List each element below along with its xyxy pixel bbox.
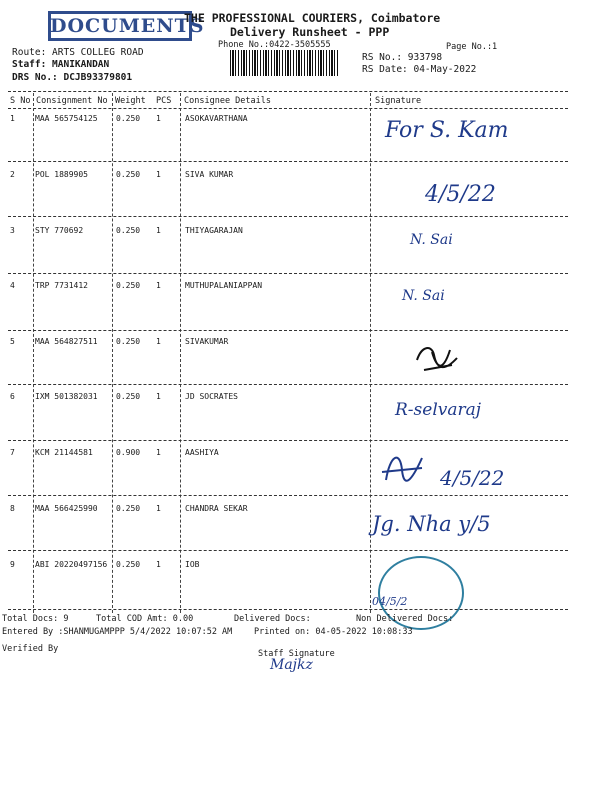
cell-weight: 0.250 <box>116 392 141 401</box>
staff-name: Staff: MANIKANDAN <box>12 59 110 70</box>
row-divider <box>8 440 568 441</box>
cell-sno: 4 <box>10 281 15 290</box>
cell-weight: 0.250 <box>116 504 141 513</box>
signature-scrawl: Jg. Nha y/5 <box>372 512 491 536</box>
cell-consignment: MAA 564827511 <box>35 337 98 346</box>
signature-scrawl: N. Sai <box>402 288 445 304</box>
cell-consignee: AASHIYA <box>185 448 219 457</box>
delivered-docs: Delivered Docs: <box>234 614 311 624</box>
cell-consignment: IXM 501382031 <box>35 392 98 401</box>
documents-stamp: DOCUMENTS <box>48 11 192 41</box>
cell-sno: 3 <box>10 226 15 235</box>
cell-sno: 9 <box>10 560 15 569</box>
cell-pcs: 1 <box>156 226 161 235</box>
cell-weight: 0.250 <box>116 281 141 290</box>
cell-weight: 0.900 <box>116 448 141 457</box>
company-name: THE PROFESSIONAL COURIERS, Coimbatore <box>184 11 441 25</box>
cell-consignee: ASOKAVARTHANA <box>185 114 248 123</box>
column-divider <box>180 93 181 613</box>
cell-pcs: 1 <box>156 170 161 179</box>
cell-consignee: JD SOCRATES <box>185 392 238 401</box>
verified-by: Verified By <box>2 644 59 654</box>
cell-consignee: SIVAKUMAR <box>185 337 229 346</box>
row-divider <box>8 216 568 217</box>
cell-consignee: IOB <box>185 560 200 569</box>
cell-pcs: 1 <box>156 560 161 569</box>
signature-scrawl: N. Sai <box>410 232 453 248</box>
cell-sno: 6 <box>10 392 15 401</box>
table-bottom-rule <box>8 609 568 610</box>
cell-pcs: 1 <box>156 392 161 401</box>
cell-consignee: SIVA KUMAR <box>185 170 234 179</box>
cell-sno: 2 <box>10 170 15 179</box>
cell-weight: 0.250 <box>116 560 141 569</box>
row-divider <box>8 161 568 162</box>
cell-pcs: 1 <box>156 504 161 513</box>
cell-consignment: STY 770692 <box>35 226 84 235</box>
col-header-consignment: Consignment No <box>36 96 108 106</box>
cell-consignment: MAA 565754125 <box>35 114 98 123</box>
sheet-title: Delivery Runsheet - PPP <box>230 25 390 39</box>
cell-consignee: THIYAGARAJAN <box>185 226 243 235</box>
col-header-pcs: PCS <box>156 96 172 106</box>
page-number: Page No.:1 <box>446 42 498 52</box>
col-header-sno: S No <box>10 96 31 106</box>
barcode <box>230 50 340 76</box>
cell-consignment: KCM 21144581 <box>35 448 93 457</box>
phone-number: Phone No.:0422-3505555 <box>218 40 331 50</box>
cell-pcs: 1 <box>156 281 161 290</box>
col-header-signature: Signature <box>375 96 422 106</box>
signature-date: 04/5/2 <box>372 595 408 608</box>
cell-consignment: MAA 566425990 <box>35 504 98 513</box>
cell-weight: 0.250 <box>116 114 141 123</box>
cell-pcs: 1 <box>156 448 161 457</box>
signature-scrawl <box>412 340 462 380</box>
signature-date: 4/5/22 <box>440 466 505 490</box>
total-cod: Total COD Amt: 0.00 <box>96 614 194 624</box>
column-divider <box>370 93 371 613</box>
staff-signature-scrawl: Majkz <box>270 657 313 673</box>
row-divider <box>8 330 568 331</box>
rs-number: RS No.: 933798 <box>362 52 443 63</box>
row-divider <box>8 495 568 496</box>
cell-pcs: 1 <box>156 337 161 346</box>
cell-sno: 1 <box>10 114 15 123</box>
col-header-weight: Weight <box>115 96 146 106</box>
signature-scrawl: R-selvaraj <box>395 400 482 420</box>
row-divider <box>8 550 568 551</box>
cell-sno: 5 <box>10 337 15 346</box>
signature-scrawl: For S. Kam <box>385 118 509 143</box>
col-header-consignee: Consignee Details <box>184 96 271 106</box>
cell-sno: 8 <box>10 504 15 513</box>
non-delivered-docs: Non Delivered Docs: <box>356 614 454 624</box>
signature-scrawl: 4/5/22 <box>425 182 496 207</box>
row-divider <box>8 384 568 385</box>
table-top-rule <box>8 91 568 92</box>
column-divider <box>33 93 34 613</box>
header-rule <box>8 108 568 109</box>
cell-pcs: 1 <box>156 114 161 123</box>
staff-signature-label: Staff Signature <box>258 649 335 659</box>
cell-weight: 0.250 <box>116 337 141 346</box>
cell-consignee: MUTHUPALANIAPPAN <box>185 281 263 290</box>
cell-weight: 0.250 <box>116 226 141 235</box>
cell-consignment: TRP 7731412 <box>35 281 88 290</box>
total-docs: Total Docs: 9 <box>2 614 69 624</box>
cell-weight: 0.250 <box>116 170 141 179</box>
column-divider <box>112 93 113 613</box>
cell-consignment: POL 1889905 <box>35 170 88 179</box>
drs-number: DRS No.: DCJB93379801 <box>12 72 133 83</box>
entered-by: Entered By :SHANMUGAMPPP 5/4/2022 10:07:52 AM <box>2 627 233 637</box>
rs-date: RS Date: 04-May-2022 <box>362 64 477 75</box>
signature-scrawl <box>378 450 428 488</box>
printed-on: Printed on: 04-05-2022 10:08:33 <box>254 627 413 637</box>
row-divider <box>8 273 568 274</box>
route: Route: ARTS COLLEG ROAD <box>12 47 144 58</box>
cell-sno: 7 <box>10 448 15 457</box>
cell-consignment: ABI 20220497156 <box>35 560 108 569</box>
cell-consignee: CHANDRA SEKAR <box>185 504 248 513</box>
